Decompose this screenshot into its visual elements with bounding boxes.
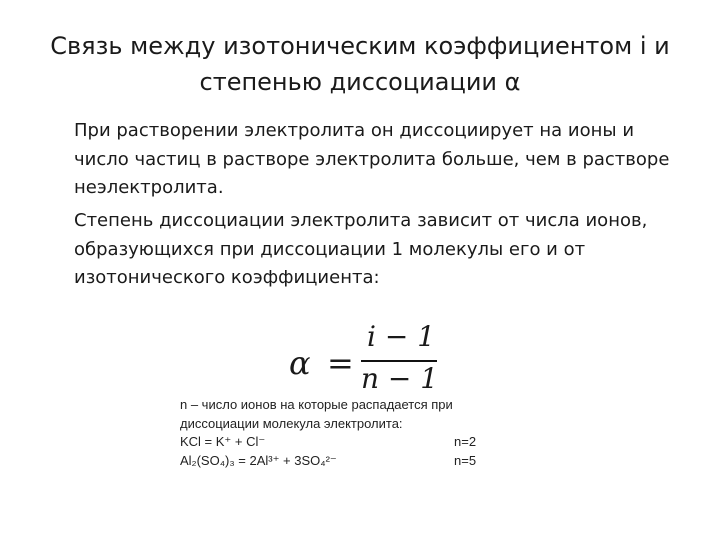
- formula-alpha: α: [289, 344, 311, 382]
- dissociation-degree-formula: [285, 322, 445, 402]
- formula-numerator: i − 1: [367, 320, 436, 353]
- example-equation-aluminium-sulfate: Al₂(SO₄)₃ = 2Al³⁺ + 3SO₄²⁻: [180, 452, 337, 468]
- paragraph-dissociation-intro: При растворении электролита он диссоциирует на ионы и число частиц в растворе электролита больше, чем в растворе неэлектролита.: [74, 120, 670, 198]
- notes-line-1: n – число ионов на которые распадается при: [180, 397, 453, 412]
- notes-line-2: диссоциации молекула электролита:: [180, 415, 403, 431]
- example-row-kcl: [180, 433, 510, 452]
- formula-notes: [180, 396, 510, 470]
- formula-equals-sign: =: [327, 344, 354, 382]
- example-row-aluminium-sulfate: [180, 452, 510, 471]
- paragraph-degree-of-dissociation: Степень диссоциации электролита зависит от числа ионов, образующихся при диссоциации 1 молекулы его и от изотонического коэффициента:: [74, 210, 648, 288]
- example-ion-count-aluminium-sulfate: n=5: [454, 452, 477, 468]
- example-ion-count-kcl: n=2: [454, 434, 477, 449]
- formula-denominator: n − 1: [361, 362, 439, 395]
- example-equation-kcl: KCl = K⁺ + Cl⁻: [180, 434, 266, 449]
- slide-title: Связь между изотоническим коэффициентом i и степенью диссоциации α: [50, 32, 670, 96]
